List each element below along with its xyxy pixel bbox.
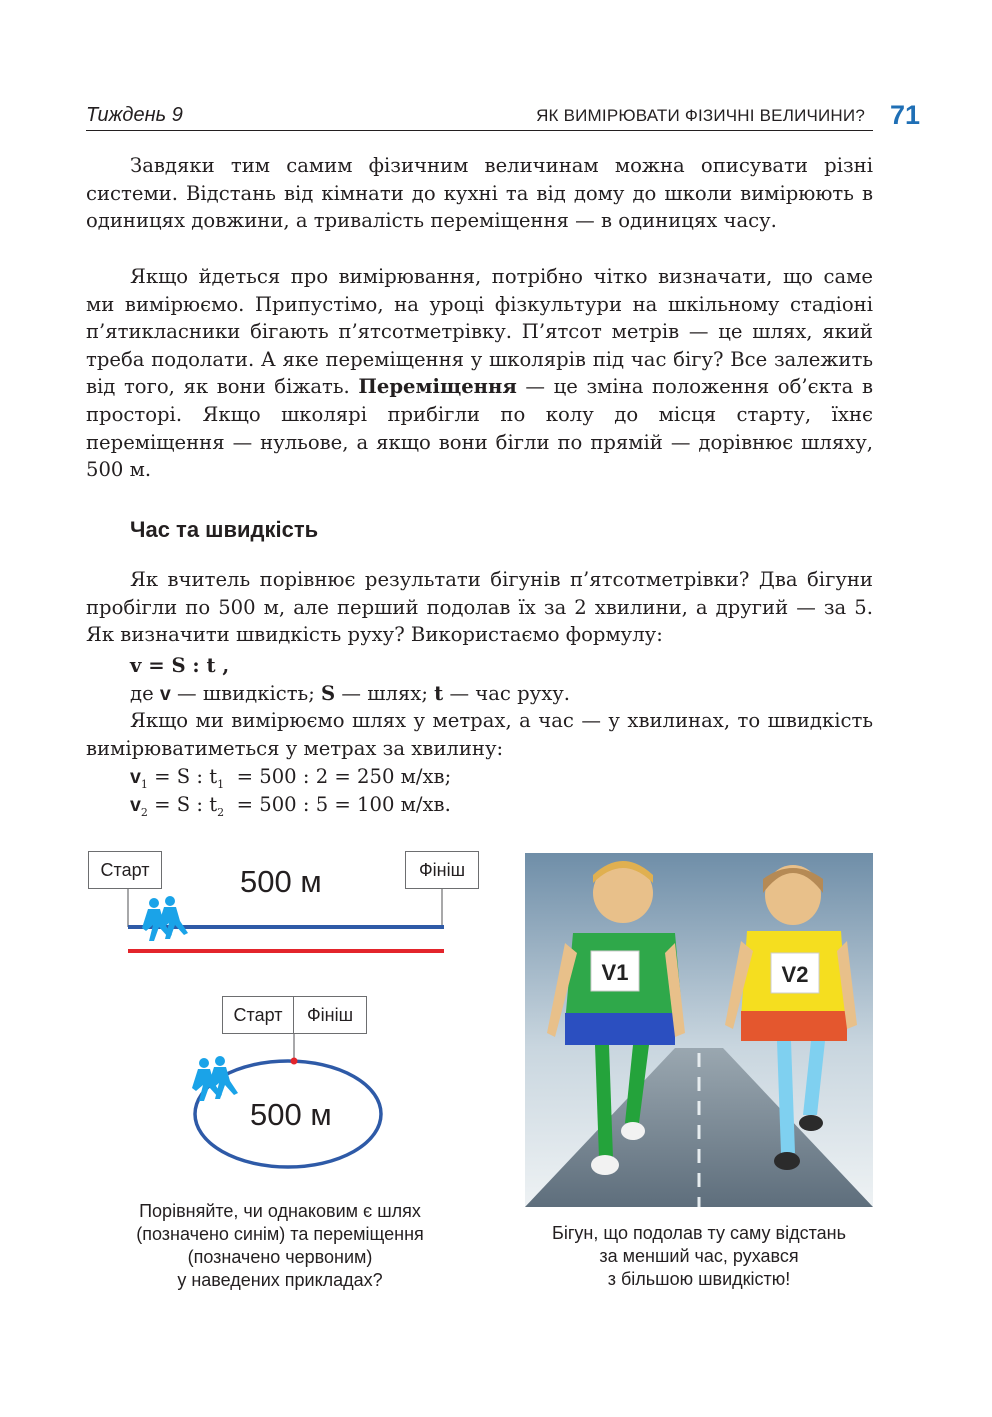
runners-icon [142,896,188,941]
paragraph-2-before: Якщо йдеться про вимірювання, потрібно чітко визначати, що саме ми вимірюємо. Припустімо, на уроці фізкультури на шкільному стадіоні п’ятикласники бігають п’ятсотметрівку. П’ятсот метрів — це шлях, який треба подолати. А яке переміщення у школярів під час бігу? Все залежить від того, як вони біжать. [86,265,873,399]
loop-start-box: Старт [222,996,294,1034]
eq2-sub: 2 [140,805,148,819]
eq1-v: v [130,766,141,788]
right-caption-line-3: з більшою швидкістю! [607,1269,791,1289]
eq1-sub: 1 [140,777,148,791]
paragraph-1: Завдяки тим самим фізичним величинам можна описувати різні системи. Відстань від кімнати до кухні та від дому до школи вимірюють в одиницях довжини, а тривалість переміщення — в одиницях часу. [86,154,873,233]
eq2-v: v [130,794,141,816]
left-caption-line-4: у наведених прикладах? [177,1270,383,1290]
left-caption-line-2: (позначено синім) та переміщення [136,1224,424,1244]
def-s-text: — шлях; [335,682,435,705]
bib-v1: V1 [601,960,629,985]
page-number: 71 [890,100,921,130]
paragraph-4: Якщо ми вимірюємо шлях у метрах, а час — у хвилинах, то швидкість вимірюватиметься у метрах за хвилину: [86,709,873,760]
eq2-rest: = 500 : 5 = 100 м/хв. [224,793,451,816]
eq1-rest: = 500 : 2 = 250 м/хв; [224,765,452,788]
def-s: S [321,682,336,705]
paragraph-2 [86,263,873,484]
left-caption-line-3: (позначено червоним) [187,1247,373,1267]
straight-distance-label: 500 м [240,864,322,899]
bib-v2: V2 [781,962,809,987]
start-label-box: Старт [88,851,162,889]
finish-label-box: Фініш [405,851,479,889]
eq2-sub2: 2 [217,805,225,819]
header-week: Тиждень 9 [86,104,183,126]
def-v-text: — швидкість; [170,682,322,705]
right-caption-line-2: за менший час, рухався [599,1246,799,1266]
formula: v = S : t , [130,654,230,677]
loop-distance-label: 500 м [250,1097,332,1132]
left-caption [95,1200,465,1292]
section-heading: Час та швидкість [130,517,319,542]
header-rule [86,130,873,131]
eq2-mid: = S : t [147,793,218,816]
def-prefix: де [130,682,160,705]
eq1-sub2: 1 [217,777,225,791]
paragraph-2-after: — це зміна положення об’єкта в просторі. Якщо школярі прибігли по колу до місця старту, їхнє переміщення — нульове, а якщо вони бігли по прямій — дорівнює шляху, 500 м. [86,375,873,482]
loop-runners-icon [192,1056,238,1101]
term-displacement: Переміщення [358,375,517,399]
def-t-text: — час руху. [443,682,571,705]
right-caption [520,1222,878,1291]
loop-start-point [291,1058,298,1065]
right-caption-line-1: Бігун, що подолав ту саму відстань [552,1223,846,1243]
equation-2 [130,791,451,827]
header-chapter-title: ЯК ВИМІРЮВАТИ ФІЗИЧНІ ВЕЛИЧИНИ? [536,106,865,125]
paragraph-3: Як вчитель порівнює результати бігунів п’ятсотметрівки? Два бігуни пробігли по 500 м, але перший подолав їх за 2 хвилини, а другий — за 5. Як визначити швидкість руху? Використаємо формулу: [86,568,873,647]
def-v: v [159,683,171,705]
runners-photo [525,853,873,1207]
formula-line [130,652,229,680]
eq1-mid: = S : t [147,765,218,788]
def-t: t [434,682,444,705]
definition-line [130,680,570,709]
left-caption-line-1: Порівняйте, чи однаковим є шлях [139,1201,421,1221]
loop-finish-box: Фініш [293,996,367,1034]
